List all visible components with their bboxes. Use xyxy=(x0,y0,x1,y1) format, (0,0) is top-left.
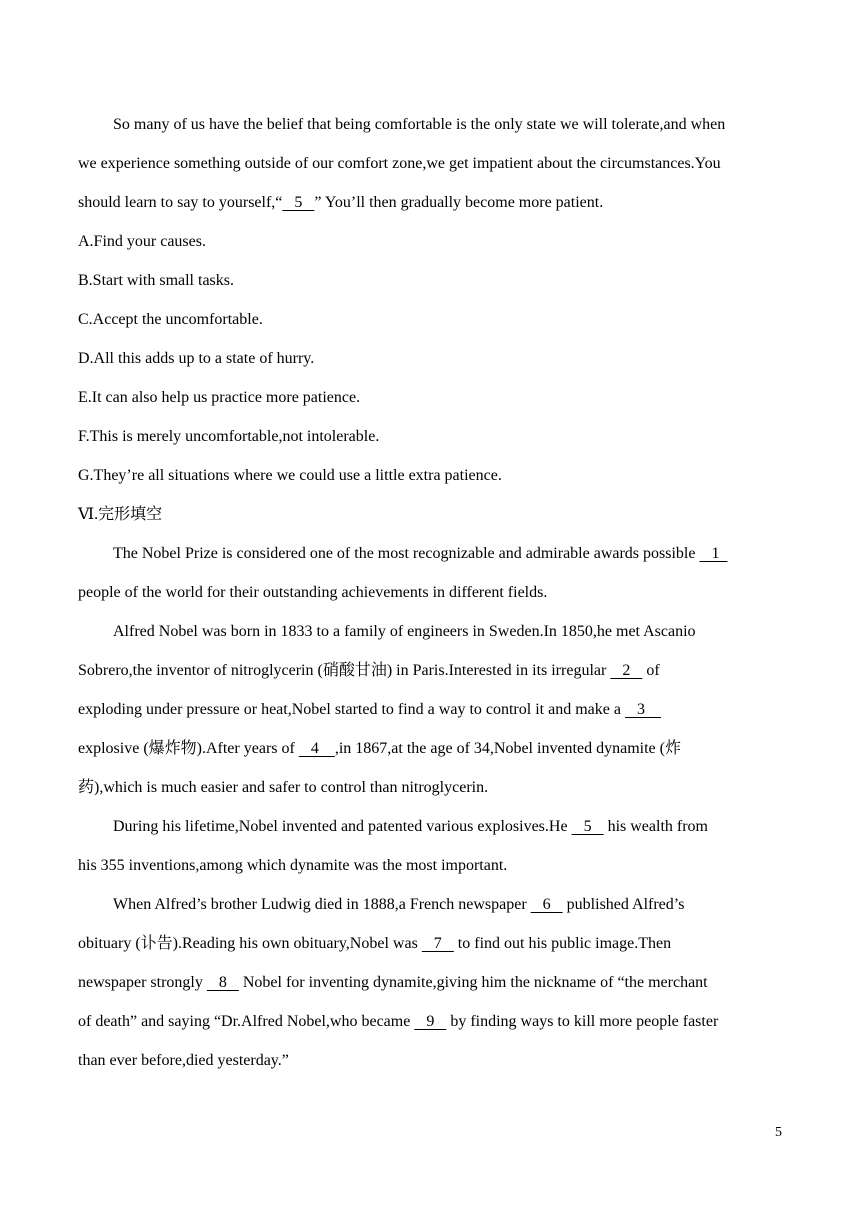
cloze-line xyxy=(113,895,684,915)
passage-line xyxy=(78,154,721,174)
option-text: A.Find your causes. xyxy=(78,233,206,250)
cloze-line xyxy=(78,661,660,681)
option-text: D.All this adds up to a state of hurry. xyxy=(78,350,315,367)
option-text: C.Accept the uncomfortable. xyxy=(78,311,263,328)
blank-2: 2 xyxy=(610,662,643,679)
passage-line xyxy=(113,115,725,135)
section-title-text: Ⅵ.完形填空 xyxy=(78,506,163,523)
option-text: G.They’re all situations where we could use a little extra patience. xyxy=(78,467,502,484)
cloze-text: explosive (爆炸物).After years of xyxy=(78,740,299,757)
option-a xyxy=(78,232,206,252)
cloze-text: Sobrero,the inventor of nitroglycerin (硝酸甘油) in Paris.Interested in its irregular xyxy=(78,662,611,679)
cloze-text: exploding under pressure or heat,Nobel started to find a way to control it and make a xyxy=(78,701,625,718)
cloze-line xyxy=(78,739,681,759)
cloze-text: people of the world for their outstanding achievements in different fields. xyxy=(78,584,548,601)
cloze-text: newspaper strongly xyxy=(78,974,207,991)
cloze-line xyxy=(78,1051,289,1071)
section-title xyxy=(78,505,162,525)
blank-5: 5 xyxy=(571,818,604,835)
blank-1: 1 xyxy=(699,545,728,562)
blank-3: 3 xyxy=(624,701,661,718)
blank-8: 8 xyxy=(206,974,239,991)
option-text: E.It can also help us practice more patience. xyxy=(78,389,361,406)
cloze-text: to find out his public image.Then xyxy=(453,935,672,952)
cloze-line xyxy=(78,700,661,720)
passage-text: we experience something outside of our comfort zone,we get impatient about the circumstances.You xyxy=(78,155,721,172)
blank-6: 6 xyxy=(530,896,563,913)
cloze-text: of xyxy=(642,662,660,679)
blank-9: 9 xyxy=(414,1013,447,1030)
option-text: B.Start with small tasks. xyxy=(78,272,234,289)
cloze-line xyxy=(113,622,696,642)
option-text: F.This is merely uncomfortable,not intolerable. xyxy=(78,428,380,445)
option-c xyxy=(78,310,263,330)
cloze-text: ,in 1867,at the age of 34,Nobel invented dynamite (炸 xyxy=(334,740,681,757)
cloze-text: his wealth from xyxy=(603,818,708,835)
cloze-text: published Alfred’s xyxy=(562,896,685,913)
cloze-text: When Alfred’s brother Ludwig died in 1888,a French newspaper xyxy=(113,896,531,913)
option-d xyxy=(78,349,314,369)
cloze-line xyxy=(113,544,727,564)
blank-5: 5 xyxy=(282,194,315,211)
passage-text: should learn to say to yourself,“ xyxy=(78,194,283,211)
blank-7: 7 xyxy=(421,935,454,952)
cloze-line xyxy=(78,934,671,954)
cloze-text: his 355 inventions,among which dynamite was the most important. xyxy=(78,857,508,874)
cloze-text: 药),which is much easier and safer to control than nitroglycerin. xyxy=(78,779,489,796)
cloze-line xyxy=(78,856,507,876)
cloze-line xyxy=(78,973,708,993)
cloze-text: of death” and saying “Dr.Alfred Nobel,who became xyxy=(78,1013,415,1030)
cloze-text: Alfred Nobel was born in 1833 to a family of engineers in Sweden.In 1850,he met Ascanio xyxy=(113,623,696,640)
cloze-line xyxy=(78,583,547,603)
blank-4: 4 xyxy=(298,740,335,757)
cloze-text: Nobel for inventing dynamite,giving him the nickname of “the merchant xyxy=(238,974,708,991)
option-g xyxy=(78,466,502,486)
option-e xyxy=(78,388,360,408)
option-f xyxy=(78,427,379,447)
cloze-text: obituary (讣告).Reading his own obituary,Nobel was xyxy=(78,935,422,952)
option-b xyxy=(78,271,234,291)
passage-line xyxy=(78,193,603,213)
passage-text: ” You’ll then gradually become more patient. xyxy=(314,194,604,211)
cloze-text: by finding ways to kill more people faster xyxy=(446,1013,719,1030)
passage-text: So many of us have the belief that being comfortable is the only state we will tolerate,and when xyxy=(113,116,726,133)
cloze-text: than ever before,died yesterday.” xyxy=(78,1052,289,1069)
cloze-text: The Nobel Prize is considered one of the most recognizable and admirable awards possible xyxy=(113,545,700,562)
cloze-line xyxy=(113,817,708,837)
cloze-text: During his lifetime,Nobel invented and patented various explosives.He xyxy=(113,818,572,835)
cloze-line xyxy=(78,778,488,798)
page-number: 5 xyxy=(775,1125,782,1140)
cloze-line xyxy=(78,1012,718,1032)
